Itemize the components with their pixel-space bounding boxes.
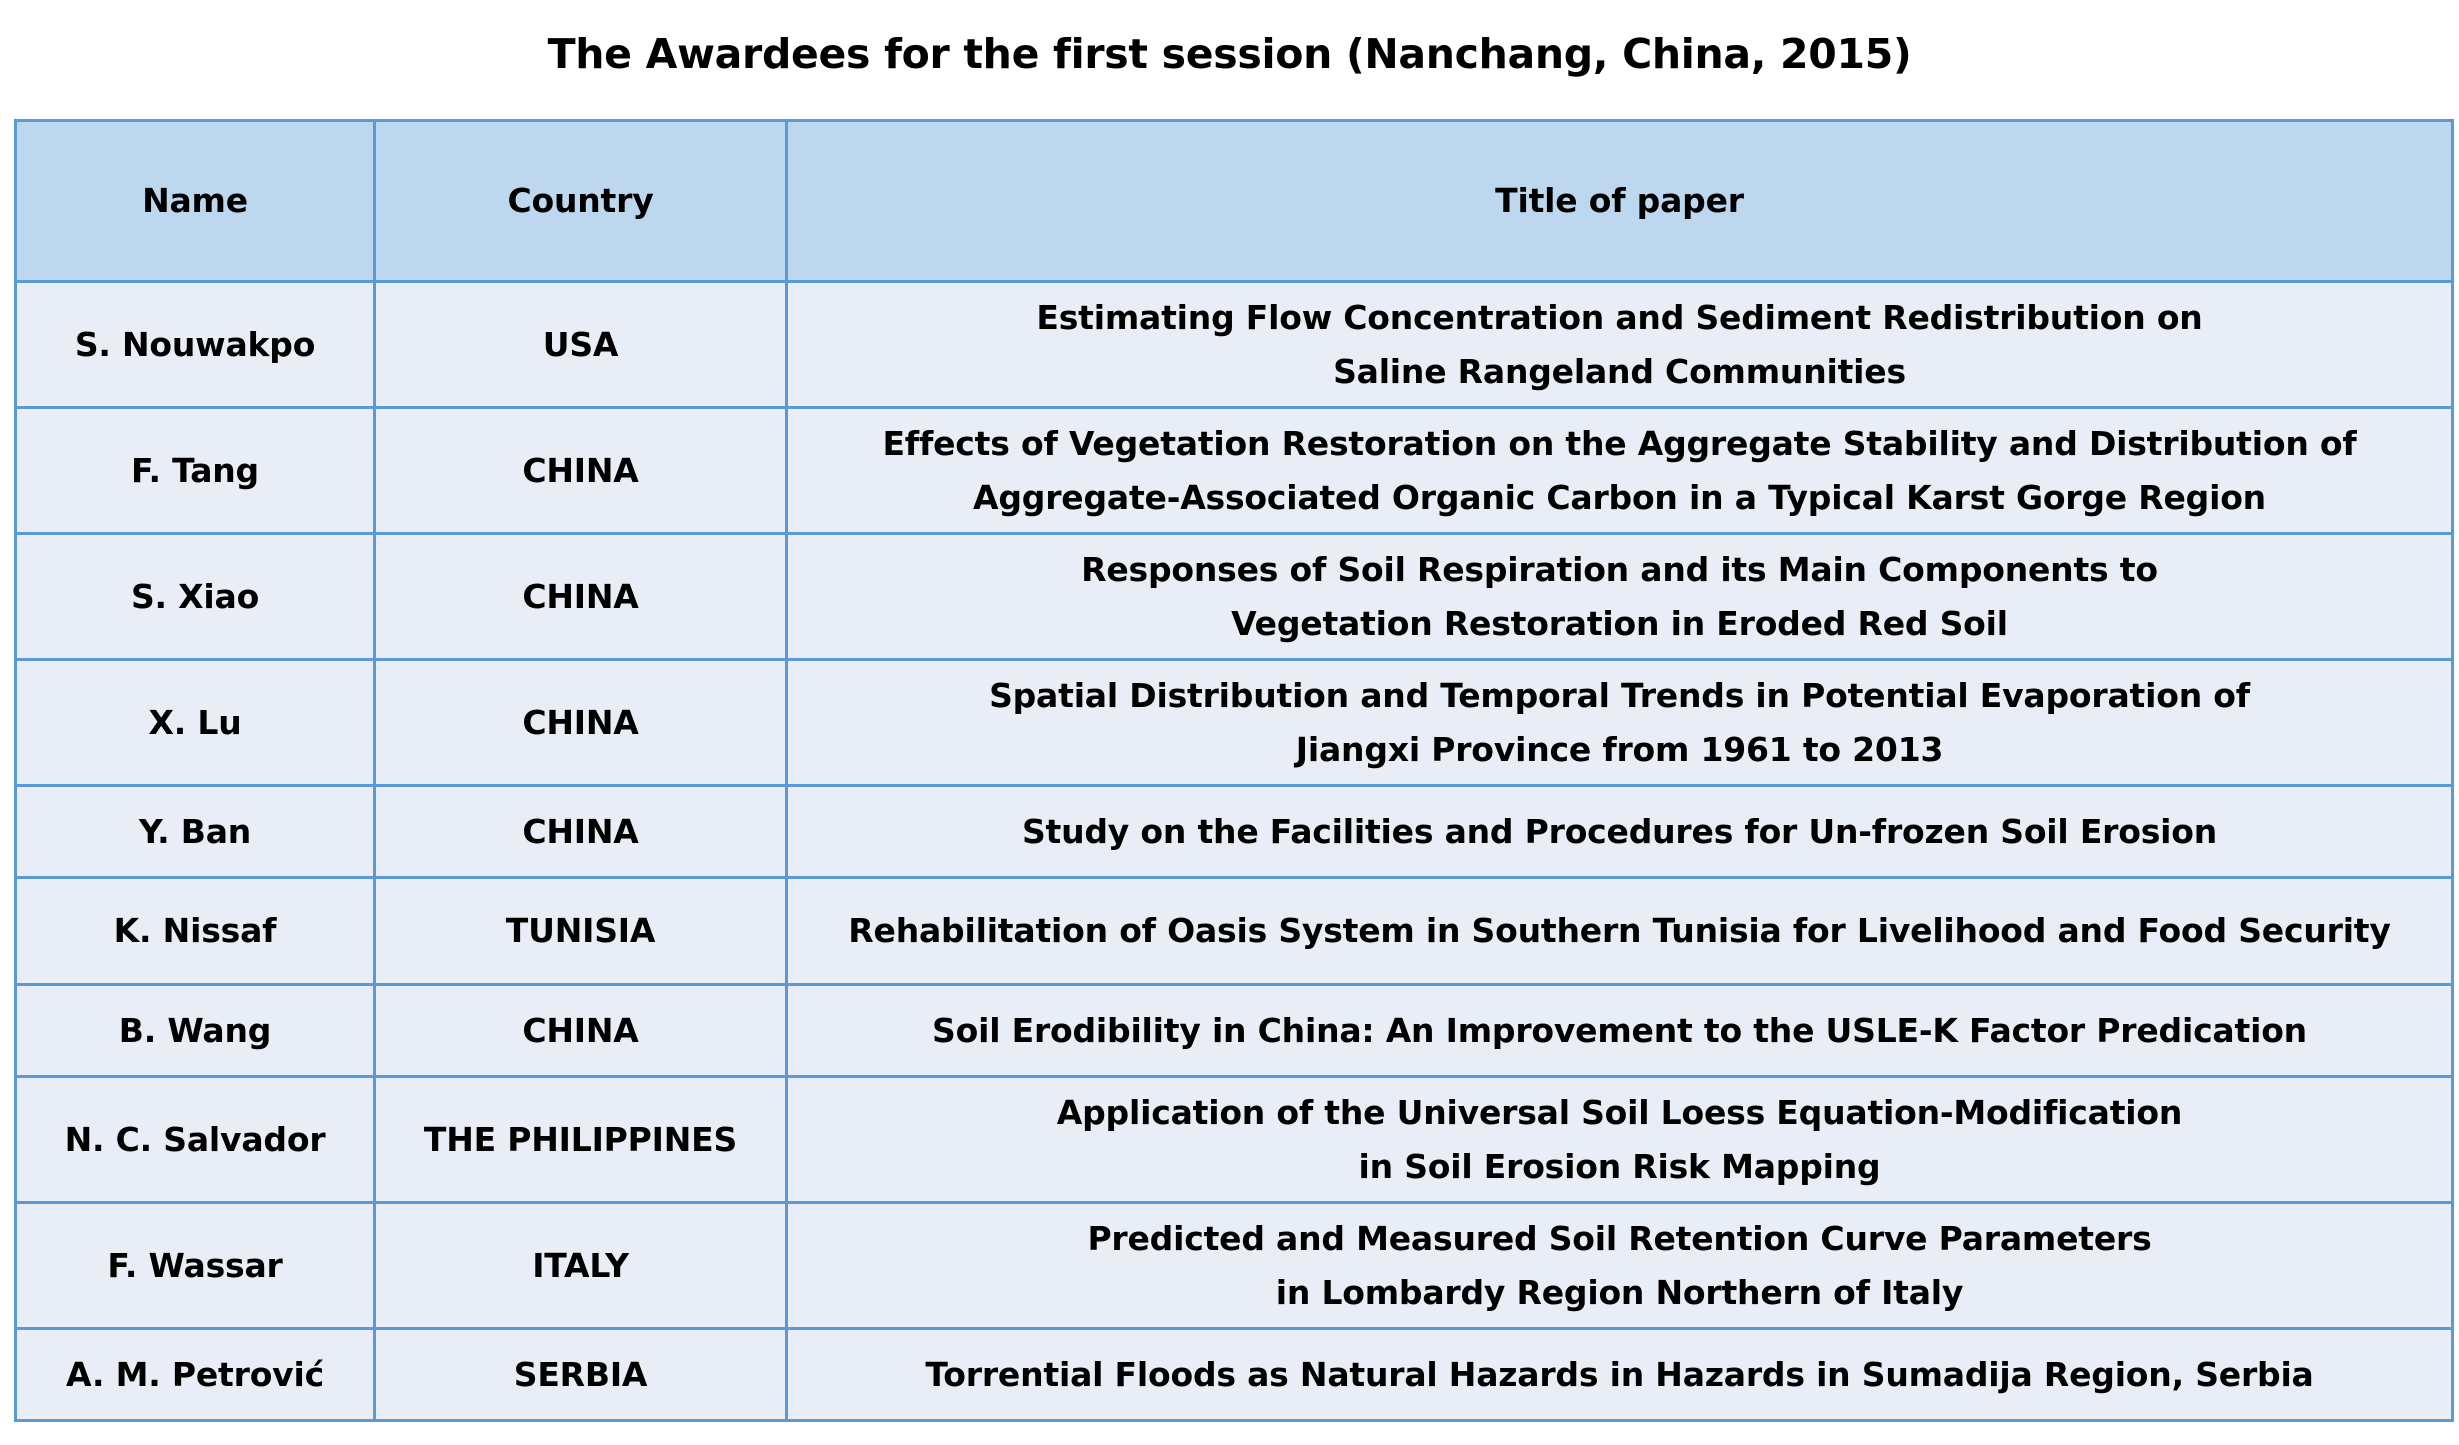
table-row: [16, 1077, 2453, 1203]
paper-title-line: Torrential Floods as Natural Hazards in Hazards in Sumadija Region, Serbia: [925, 1354, 2314, 1394]
paper-title: [787, 985, 2453, 1077]
awardee-country: THE PHILIPPINES: [375, 1077, 787, 1203]
awardee-country: CHINA: [375, 408, 787, 534]
paper-title: [787, 408, 2453, 534]
awardees-table: [14, 119, 2454, 1422]
paper-title: [787, 1203, 2453, 1329]
awardee-name: S. Xiao: [16, 534, 375, 660]
page-title: The Awardees for the first session (Nanchang, China, 2015): [547, 30, 1912, 78]
paper-title: [787, 534, 2453, 660]
table-row: [16, 1329, 2453, 1421]
paper-title-line: Responses of Soil Respiration and its Main Components to: [1081, 549, 2158, 589]
paper-title-line: Soil Erodibility in China: An Improvement to the USLE-K Factor Predication: [932, 1010, 2307, 1050]
awardee-country: CHINA: [375, 534, 787, 660]
awardee-name: F. Wassar: [16, 1203, 375, 1329]
paper-title: [787, 1077, 2453, 1203]
awardee-name: F. Tang: [16, 408, 375, 534]
awardee-name: B. Wang: [16, 985, 375, 1077]
table-row: [16, 408, 2453, 534]
header-country: Country: [375, 121, 787, 282]
awardee-country: SERBIA: [375, 1329, 787, 1421]
table-row: [16, 1203, 2453, 1329]
paper-title-line: in Soil Erosion Risk Mapping: [1358, 1146, 1881, 1186]
paper-title-line: Study on the Facilities and Procedures for Un-frozen Soil Erosion: [1021, 811, 2218, 851]
paper-title-line: Rehabilitation of Oasis System in Southern Tunisia for Livelihood and Food Security: [848, 911, 2391, 950]
table-row: [16, 878, 2453, 985]
paper-title-line: Predicted and Measured Soil Retention Curve Parameters: [1087, 1218, 2152, 1258]
paper-title-line: Application of the Universal Soil Loess Equation-Modification: [1056, 1092, 2183, 1132]
paper-title-line: Aggregate-Associated Organic Carbon in a Typical Karst Gorge Region: [973, 477, 2266, 517]
paper-title-line: Jiangxi Province from 1961 to 2013: [1295, 729, 1944, 769]
table-row: [16, 282, 2453, 408]
awardee-name: K. Nissaf: [16, 878, 375, 985]
paper-title: [787, 660, 2453, 786]
paper-title-line: Effects of Vegetation Restoration on the Aggregate Stability and Distribution of: [882, 423, 2357, 463]
table-row: [16, 985, 2453, 1077]
paper-title: [787, 1329, 2453, 1421]
table-row: [16, 660, 2453, 786]
awardee-name: Y. Ban: [16, 786, 375, 878]
awardee-name: X. Lu: [16, 660, 375, 786]
paper-title: [787, 878, 2453, 985]
awardee-name: A. M. Petrović: [16, 1329, 375, 1421]
awardee-country: CHINA: [375, 660, 787, 786]
table-row: [16, 786, 2453, 878]
awardee-country: USA: [375, 282, 787, 408]
paper-title-line: Spatial Distribution and Temporal Trends in Potential Evaporation of: [989, 675, 2250, 715]
awardee-country: CHINA: [375, 786, 787, 878]
header-name: Name: [16, 121, 375, 282]
awardee-name: S. Nouwakpo: [16, 282, 375, 408]
awardee-country: CHINA: [375, 985, 787, 1077]
table-header-row: [16, 121, 2453, 282]
table-row: [16, 534, 2453, 660]
paper-title-line: in Lombardy Region Northern of Italy: [1275, 1272, 1964, 1312]
awardee-country: ITALY: [375, 1203, 787, 1329]
awardee-name: N. C. Salvador: [16, 1077, 375, 1203]
header-title-of-paper: Title of paper: [787, 121, 2453, 282]
paper-title-line: Vegetation Restoration in Eroded Red Soil: [1231, 603, 2008, 643]
paper-title-line: Saline Rangeland Communities: [1333, 351, 1906, 391]
awardee-country: TUNISIA: [375, 878, 787, 985]
paper-title-line: Estimating Flow Concentration and Sediment Redistribution on: [1036, 297, 2203, 337]
paper-title: [787, 282, 2453, 408]
paper-title: [787, 786, 2453, 878]
